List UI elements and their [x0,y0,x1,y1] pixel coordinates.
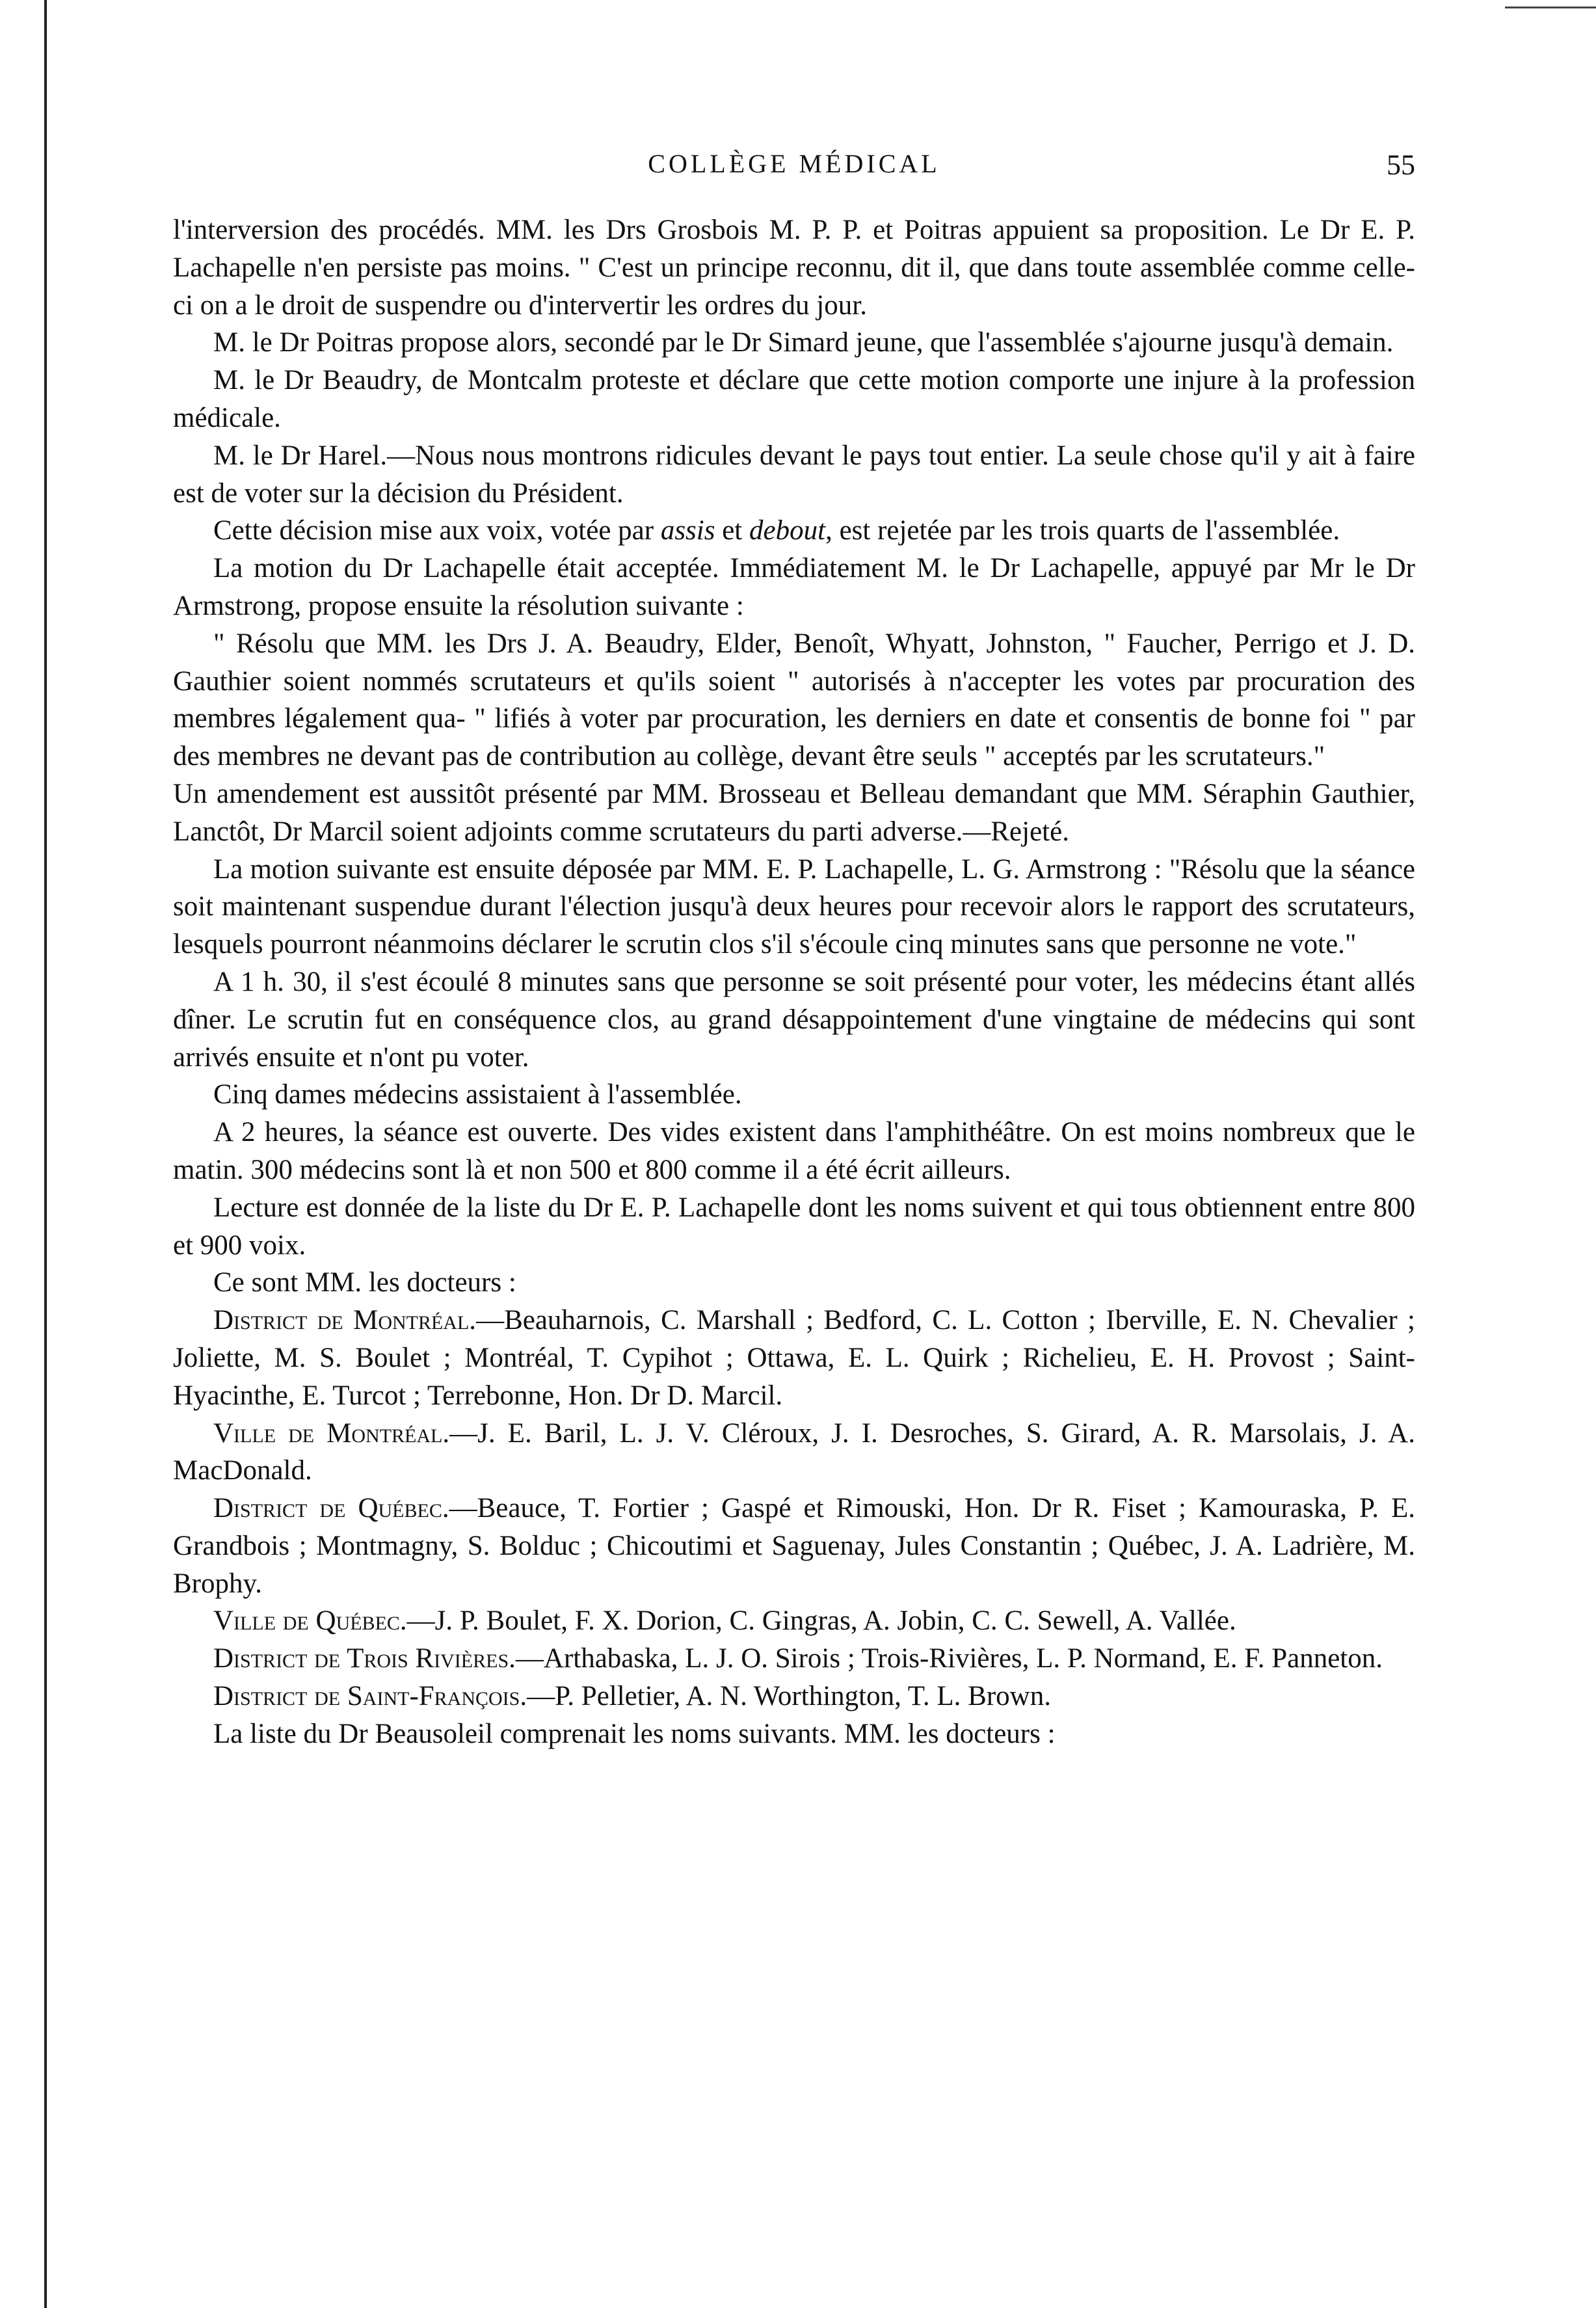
top-corner-rule [1505,7,1596,8]
running-head: COLLÈGE MÉDICAL [648,149,940,178]
paragraph: M. le Dr Harel.—Nous nous montrons ridicules devant le pays tout entier. La seule chose qu'il y ait à faire est de voter sur la décision du Président. [173,440,1415,509]
page-header [173,148,1415,187]
paragraph: M. le Dr Poitras propose alors, secondé par le Dr Simard jeune, que l'assemblée s'ajourne jusqu'à demain. [213,327,1394,358]
paragraph: A 2 heures, la séance est ouverte. Des vides existent dans l'amphithéâtre. On est moins nombreux que le matin. 300 médecins sont là et non 500 et 800 comme il a été écrit ailleurs. [173,1117,1415,1185]
paragraph-text: , est rejetée par les trois quarts de l'assemblée. [825,515,1340,546]
paragraph-text: et [715,515,750,546]
paragraph-text: Cette décision mise aux voix, votée par [213,515,661,546]
district-heading: Ville de Montréal. [213,1417,450,1449]
italic-term: debout [749,515,826,546]
district-heading: District de Montréal. [213,1305,477,1336]
italic-term: assis [660,515,715,546]
district-names: —Beauharnois, C. Marshall ; Bedford, C. L. Cotton ; Iberville, E. N. Chevalier ; Joliette, M. S. Boulet ; Montréal, T. Cypihot ; Ottawa, E. L. Quirk ; Richelieu, E. H. Provost ; Saint-Hyacinthe, E. Turcot ; Terrebonne, Hon. Dr D. Marcil. [173,1305,1416,1411]
district-heading: Ville de Québec. [213,1605,407,1637]
quoted-resolution: " Résolu que MM. les Drs J. A. Beaudry, Elder, Benoît, Whyatt, Johnston, " Faucher, Perrigo et J. D. Gauthier soient nommés scrutateurs et qu'ils soient " autorisés à n'accepter les votes par procuration des membres légalement qua- " lifiés à voter par procuration, les derniers en date et consentis de bonne foi " par des membres ne devant pas de contribution au collège, devant être seuls " acceptés par les scrutateurs." [173,628,1415,772]
body-text [173,211,1415,1753]
paragraph [173,512,1415,550]
paragraph: La motion suivante est ensuite déposée par MM. E. P. Lachapelle, L. G. Armstrong : "Résolu que la séance soit maintenant suspendue durant l'élection jusqu'à deux heures pour recevoir alors le rapport des scrutateurs, lesquels pourront néanmoins déclarer le scrutin clos s'il s'écoule cinq minutes sans que personne ne vote." [173,853,1415,960]
page-number: 55 [1387,149,1415,181]
paragraph: l'interversion des procédés. MM. les Drs Grosbois M. P. P. et Poitras appuient sa proposition. Le Dr E. P. Lachapelle n'en persiste pas moins. " C'est un principe reconnu, dit il, que dans toute assemblée comme celle-ci on a le droit de suspendre ou d'intervertir les ordres du jour. [173,215,1415,321]
district-names: —Beauce, T. Fortier ; Gaspé et Rimouski, Hon. Dr R. Fiset ; Kamouraska, P. E. Grandbois ; Montmagny, S. Bolduc ; Chicoutimi et Saguenay, Jules Constantin ; Québec, J. A. Ladrière, M. Brophy. [173,1493,1415,1599]
left-margin-rule [44,0,47,2308]
district-paragraph [173,1490,1415,1602]
district-paragraph [173,1602,1415,1640]
district-heading: District de Québec. [213,1493,449,1524]
district-paragraph [173,1678,1415,1715]
district-paragraph [173,1302,1415,1414]
paragraph: Lecture est donnée de la liste du Dr E. P. Lachapelle dont les noms suivent et qui tous obtiennent entre 800 et 900 voix. [173,1192,1415,1261]
district-heading: District de Saint-François. [213,1681,527,1712]
paragraph: Ce sont MM. les docteurs : [213,1267,516,1298]
district-names: —J. E. Baril, L. J. V. Cléroux, J. I. Desroches, S. Girard, A. R. Marsolais, J. A. MacDonald. [173,1417,1415,1486]
district-heading: District de Trois Rivières. [213,1643,516,1674]
district-paragraph [173,1415,1415,1490]
district-names: —J. P. Boulet, F. X. Dorion, C. Gingras, A. Jobin, C. C. Sewell, A. Vallée. [406,1605,1236,1637]
paragraph: Cinq dames médecins assistaient à l'assemblée. [213,1079,742,1110]
paragraph: La motion du Dr Lachapelle était acceptée. Immédiatement M. le Dr Lachapelle, appuyé par Mr le Dr Armstrong, propose ensuite la résolution suivante : [173,553,1415,621]
district-names: —Arthabaska, L. J. O. Sirois ; Trois-Rivières, L. P. Normand, E. F. Panneton. [515,1643,1383,1674]
paragraph: A 1 h. 30, il s'est écoulé 8 minutes sans que personne se soit présenté pour voter, les médecins étant allés dîner. Le scrutin fut en conséquence clos, au grand désappointement d'une vingtaine de médecins qui sont arrivés ensuite et n'ont pu voter. [173,966,1415,1073]
paragraph: M. le Dr Beaudry, de Montcalm proteste et déclare que cette motion comporte une injure à la profession médicale. [173,365,1415,433]
paragraph: Un amendement est aussitôt présenté par MM. Brosseau et Belleau demandant que MM. Séraphin Gauthier, Lanctôt, Dr Marcil soient adjoints comme scrutateurs du parti adverse.—Rejeté. [173,778,1415,847]
paragraph: La liste du Dr Beausoleil comprenait les noms suivants. MM. les docteurs : [213,1718,1056,1749]
district-paragraph [173,1640,1415,1678]
district-names: —P. Pelletier, A. N. Worthington, T. L. Brown. [527,1681,1051,1712]
